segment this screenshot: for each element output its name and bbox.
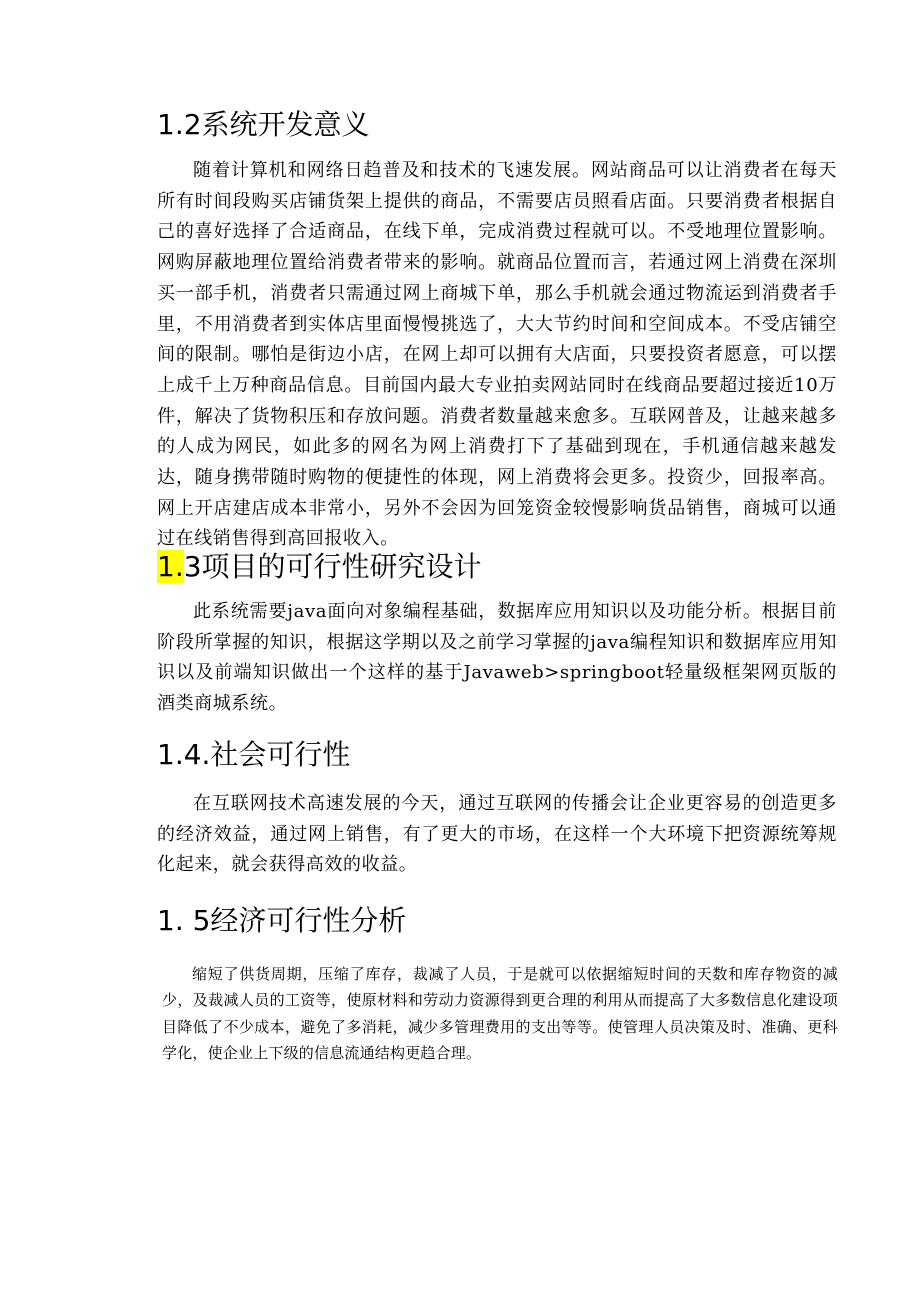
heading-1-4: 1.4.社会可行性 [157, 738, 351, 771]
heading-1-5: 1. 5经济可行性分析 [157, 904, 407, 937]
heading-1-3-text: 3项目的可行性研究设计 [183, 550, 482, 583]
heading-1-3 [157, 550, 482, 584]
paragraph-feasibility-design: 此系统需要java面向对象编程基础，数据库应用知识以及功能分析。根据目前阶段所掌握的知识，根据这学期以及之前学习掌握的java编程知识和数据库应用知识以及前端知识做出一个这样的基于Javaweb>springboot轻量级框架网页版的酒类商城系统。 [157, 601, 837, 715]
paragraph-economic-feasibility: 缩短了供货周期，压缩了库存，裁减了人员，于是就可以依据缩短时间的天数和库存物资的减少，及裁减人员的工资等，使原材料和劳动力资源得到更合理的利用从而提高了大多数信息化建设项目降低了不少成本，避免了多消耗，减少多管理费用的支出等等。使管理人员决策及时、准确、更科学化，使企业上下级的信息流通结构更趋合理。 [162, 965, 838, 1062]
paragraph-development-significance: 随着计算机和网络日趋普及和技术的飞速发展。网站商品可以让消费者在每天所有时间段购买店铺货架上提供的商品，不需要店员照看店面。只要消费者根据自己的喜好选择了合适商品，在线下单，完成消费过程就可以。不受地理位置影响。网购屏蔽地理位置给消费者带来的影响。就商品位置而言，若通过网上消费在深圳买一部手机，消费者只需通过网上商城下单，那么手机就会通过物流运到消费者手里，不用消费者到实体店里面慢慢挑选了，大大节约时间和空间成本。不受店铺空间的限制。哪怕是街边小店，在网上却可以拥有大店面，只要投资者愿意，可以摆上成千上万种商品信息。目前国内最大专业拍卖网站同时在线商品要超过接近10万件，解决了货物积压和存放问题。消费者数量越来愈多。互联网普及，让越来越多的人成为网民，如此多的网名为网上消费打下了基础到现在，手机通信越来越发达，随身携带随时购物的便捷性的体现，网上消费将会更多。投资少，回报率高。网上开店建店成本非常小，另外不会因为回笼资金较慢影响货品销售，商城可以通过在线销售得到高回报收入。 [157, 160, 837, 550]
highlighted-heading-number: 1. [157, 550, 184, 583]
paragraph-social-feasibility: 在互联网技术高速发展的今天，通过互联网的传播会让企业更容易的创造更多的经济效益，通过网上销售，有了更大的市场，在这样一个大环境下把资源统筹规化起来，就会获得高效的收益。 [157, 793, 837, 876]
heading-1-2: 1.2系统开发意义 [157, 108, 370, 141]
